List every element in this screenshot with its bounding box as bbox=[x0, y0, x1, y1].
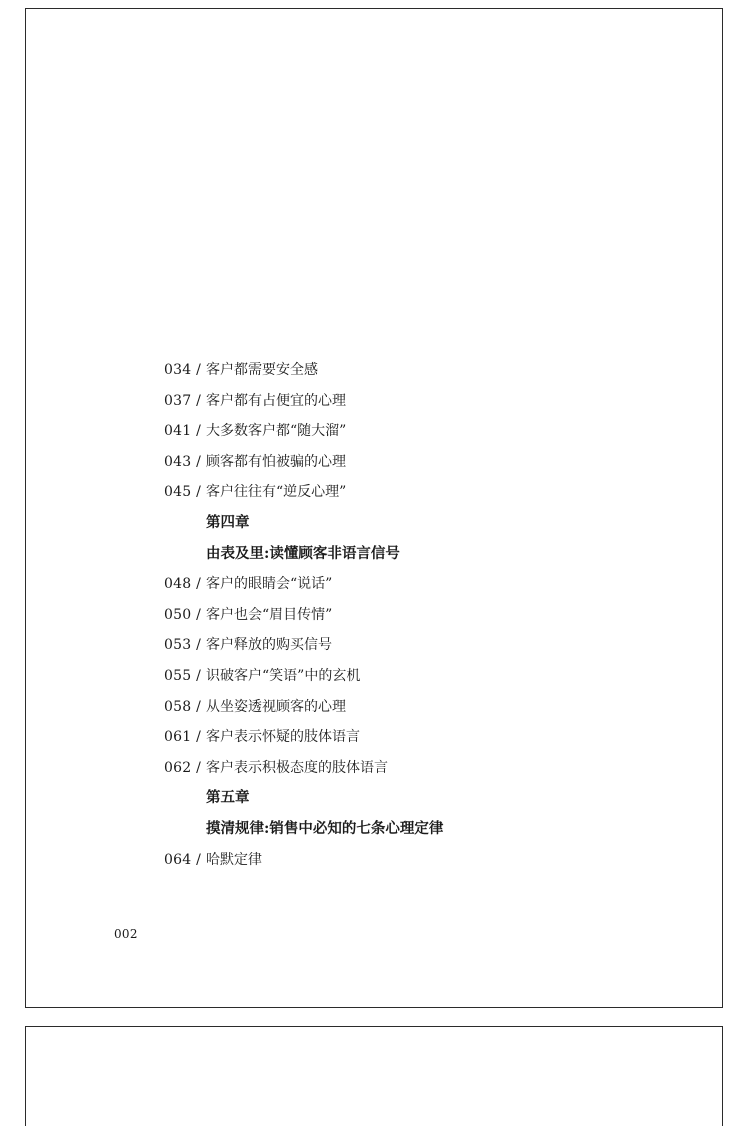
toc-page-number: 062 bbox=[164, 759, 192, 776]
toc-separator: / bbox=[196, 729, 201, 746]
toc-entry bbox=[164, 386, 684, 417]
toc-entry-title: 顾客都有怕被骗的心理 bbox=[206, 453, 346, 470]
toc-separator: / bbox=[196, 576, 201, 593]
toc-separator: / bbox=[196, 698, 201, 715]
toc-page-number: 041 bbox=[164, 423, 192, 440]
toc-entry bbox=[164, 600, 684, 631]
toc-entry-title: 客户表示怀疑的肢体语言 bbox=[206, 729, 360, 746]
toc-separator: / bbox=[196, 759, 201, 776]
chapter-number: 第五章 bbox=[206, 789, 250, 807]
toc-entry-title: 客户也会“眉目传情” bbox=[206, 606, 333, 623]
toc-entry-title: 客户往往有“逆反心理” bbox=[206, 484, 347, 501]
toc-entry bbox=[164, 630, 684, 661]
toc-page-number: 053 bbox=[164, 637, 192, 654]
toc-entry bbox=[164, 722, 684, 753]
toc-entry-title: 客户都有占便宜的心理 bbox=[206, 392, 346, 409]
toc-entry-title: 哈默定律 bbox=[206, 851, 262, 868]
table-of-contents bbox=[164, 355, 684, 875]
toc-entry bbox=[164, 416, 684, 447]
toc-page-number: 050 bbox=[164, 606, 192, 623]
chapter-title: 由表及里:读懂顾客非语言信号 bbox=[206, 544, 400, 562]
toc-separator: / bbox=[196, 484, 201, 501]
toc-page-number: 055 bbox=[164, 667, 192, 684]
toc-entry bbox=[164, 569, 684, 600]
toc-separator: / bbox=[196, 606, 201, 623]
toc-entry-title: 客户的眼睛会“说话” bbox=[206, 576, 333, 593]
toc-separator: / bbox=[196, 392, 201, 409]
toc-entry bbox=[164, 447, 684, 478]
toc-entry-title: 客户都需要安全感 bbox=[206, 362, 318, 378]
toc-entry-title: 客户释放的购买信号 bbox=[206, 637, 332, 654]
next-document-page bbox=[25, 1026, 723, 1126]
toc-separator: / bbox=[196, 453, 201, 470]
toc-entry bbox=[164, 661, 684, 692]
toc-entry-title: 客户表示积极态度的肢体语言 bbox=[206, 759, 388, 776]
toc-entry bbox=[164, 692, 684, 723]
toc-page-number: 034 bbox=[164, 362, 192, 378]
toc-entry bbox=[164, 477, 684, 508]
toc-page-number: 043 bbox=[164, 453, 192, 470]
toc-page-number: 061 bbox=[164, 729, 192, 746]
toc-page-number: 058 bbox=[164, 698, 192, 715]
document-page bbox=[25, 8, 723, 1008]
toc-separator: / bbox=[196, 637, 201, 654]
toc-page-number: 048 bbox=[164, 576, 192, 593]
toc-separator: / bbox=[196, 362, 201, 378]
toc-page-number: 037 bbox=[164, 392, 192, 409]
toc-entry bbox=[164, 753, 684, 784]
page-folio-number: 002 bbox=[114, 927, 138, 941]
toc-entry bbox=[164, 845, 684, 876]
toc-separator: / bbox=[196, 851, 201, 868]
toc-entry-title: 识破客户“笑语”中的玄机 bbox=[206, 667, 361, 684]
toc-entry-title: 大多数客户都“随大溜” bbox=[206, 423, 347, 440]
toc-page-number: 064 bbox=[164, 851, 192, 868]
toc-separator: / bbox=[196, 667, 201, 684]
toc-page-number: 045 bbox=[164, 484, 192, 501]
chapter-title: 摸清规律:销售中必知的七条心理定律 bbox=[206, 819, 444, 837]
toc-entry-title: 从坐姿透视顾客的心理 bbox=[206, 698, 346, 715]
chapter-number: 第四章 bbox=[206, 513, 250, 531]
toc-entry bbox=[164, 355, 684, 386]
toc-separator: / bbox=[196, 423, 201, 440]
